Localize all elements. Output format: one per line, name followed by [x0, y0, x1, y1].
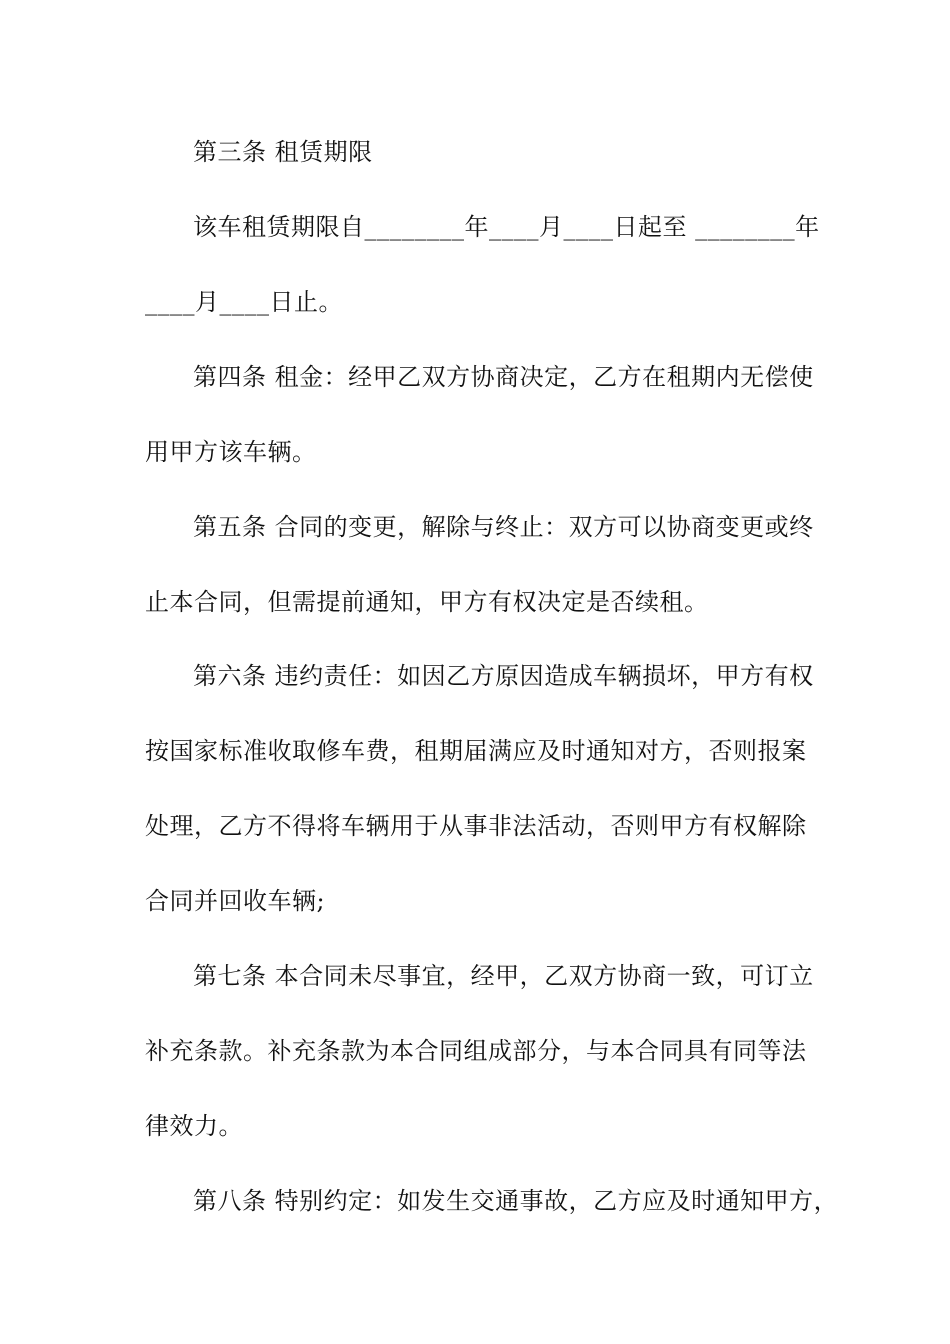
article-3-heading: 第三条 租赁期限 [193, 138, 373, 166]
article-5-line-2: 止本合同，但需提前通知，甲方有权决定是否续租。 [145, 588, 709, 616]
article-4-line-2: 用甲方该车辆。 [145, 438, 317, 466]
article-6-line-3: 处理，乙方不得将车辆用于从事非法活动，否则甲方有权解除 [145, 812, 807, 840]
article-3-line-2: ____月____日止。 [145, 288, 343, 316]
article-7-line-3: 律效力。 [145, 1112, 243, 1140]
article-4-line-1: 第四条 租金：经甲乙双方协商决定，乙方在租期内无偿使 [193, 363, 814, 391]
article-5-line-1: 第五条 合同的变更，解除与终止：双方可以协商变更或终 [193, 513, 814, 541]
article-6-line-4: 合同并回收车辆; [145, 887, 326, 915]
article-7-line-1: 第七条 本合同未尽事宜，经甲，乙双方协商一致，可订立 [193, 962, 814, 990]
article-6-line-1: 第六条 违约责任：如因乙方原因造成车辆损坏，甲方有权 [193, 662, 814, 690]
article-3-line-1: 该车租赁期限自________年____月____日起至 ________年 [193, 213, 820, 241]
article-8-line-1: 第八条 特别约定：如发生交通事故，乙方应及时通知甲方， [193, 1187, 839, 1215]
article-6-line-2: 按国家标准收取修车费，租期届满应及时通知对方，否则报案 [145, 737, 807, 765]
article-7-line-2: 补充条款。补充条款为本合同组成部分，与本合同具有同等法 [145, 1037, 807, 1065]
